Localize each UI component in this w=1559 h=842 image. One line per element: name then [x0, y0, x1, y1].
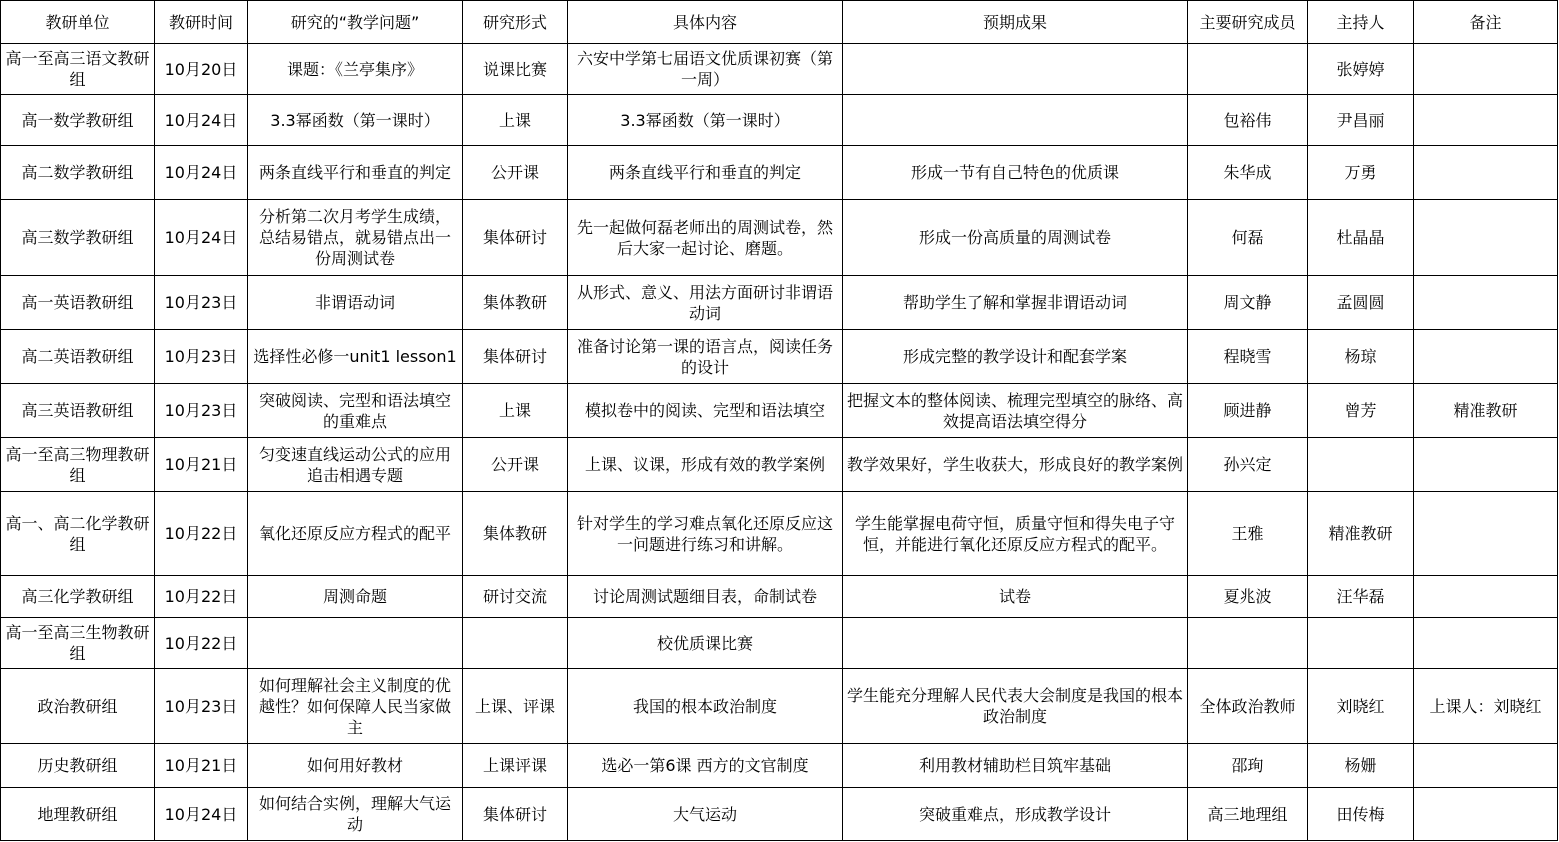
- cell-content: 选必一第6课 西方的文官制度: [568, 744, 843, 788]
- table-row: [1, 384, 1558, 438]
- cell-host: 杨姗: [1308, 744, 1414, 788]
- cell-remark: [1414, 438, 1558, 492]
- cell-form: 说课比赛: [463, 44, 568, 95]
- cell-outcome: 帮助学生了解和掌握非谓语动词: [843, 276, 1188, 330]
- cell-date: 10月22日: [155, 492, 248, 576]
- cell-content: 上课、议课，形成有效的教学案例: [568, 438, 843, 492]
- cell-content: 六安中学第七届语文优质课初赛（第一周）: [568, 44, 843, 95]
- cell-date: 10月22日: [155, 576, 248, 618]
- cell-unit: 政治教研组: [1, 669, 155, 744]
- table-row: [1, 438, 1558, 492]
- cell-form: [463, 618, 568, 669]
- cell-form: 集体研讨: [463, 200, 568, 276]
- cell-content: 3.3幂函数（第一课时）: [568, 95, 843, 146]
- cell-host: 孟圆圆: [1308, 276, 1414, 330]
- cell-remark: [1414, 200, 1558, 276]
- cell-date: 10月20日: [155, 44, 248, 95]
- cell-date: 10月24日: [155, 200, 248, 276]
- cell-problem: 突破阅读、完型和语法填空的重难点: [248, 384, 463, 438]
- cell-remark: [1414, 492, 1558, 576]
- cell-host: 汪华磊: [1308, 576, 1414, 618]
- cell-date: 10月24日: [155, 146, 248, 200]
- cell-outcome: 教学效果好，学生收获大，形成良好的教学案例: [843, 438, 1188, 492]
- cell-members: 高三地理组: [1188, 788, 1308, 841]
- cell-members: [1188, 618, 1308, 669]
- cell-date: 10月22日: [155, 618, 248, 669]
- cell-members: 何磊: [1188, 200, 1308, 276]
- cell-form: 上课: [463, 95, 568, 146]
- table-row: [1, 492, 1558, 576]
- cell-unit: 高三化学教研组: [1, 576, 155, 618]
- cell-unit: 高二英语教研组: [1, 330, 155, 384]
- cell-members: 王雅: [1188, 492, 1308, 576]
- cell-unit: 高三数学教研组: [1, 200, 155, 276]
- header-cell-problem: 研究的“教学问题”: [248, 1, 463, 44]
- cell-form: 上课: [463, 384, 568, 438]
- cell-members: 孙兴定: [1188, 438, 1308, 492]
- cell-members: 朱华成: [1188, 146, 1308, 200]
- cell-outcome: 形成一节有自己特色的优质课: [843, 146, 1188, 200]
- cell-remark: [1414, 146, 1558, 200]
- cell-date: 10月23日: [155, 276, 248, 330]
- cell-unit: 高二数学教研组: [1, 146, 155, 200]
- cell-content: 两条直线平行和垂直的判定: [568, 146, 843, 200]
- table-row: [1, 744, 1558, 788]
- cell-form: 上课评课: [463, 744, 568, 788]
- table-row: [1, 618, 1558, 669]
- cell-content: 准备讨论第一课的语言点，阅读任务的设计: [568, 330, 843, 384]
- cell-problem: 课题：《兰亭集序》: [248, 44, 463, 95]
- cell-remark: [1414, 576, 1558, 618]
- header-cell-members: 主要研究成员: [1188, 1, 1308, 44]
- cell-host: 田传梅: [1308, 788, 1414, 841]
- cell-members: 包裕伟: [1188, 95, 1308, 146]
- cell-members: 夏兆波: [1188, 576, 1308, 618]
- table-row: [1, 44, 1558, 95]
- cell-date: 10月23日: [155, 384, 248, 438]
- cell-remark: [1414, 330, 1558, 384]
- cell-members: 全体政治教师: [1188, 669, 1308, 744]
- cell-unit: 高一数学教研组: [1, 95, 155, 146]
- cell-unit: 高一、高二化学教研组: [1, 492, 155, 576]
- cell-problem: 如何结合实例，理解大气运动: [248, 788, 463, 841]
- table-row: [1, 330, 1558, 384]
- cell-problem: [248, 618, 463, 669]
- cell-form: 集体教研: [463, 492, 568, 576]
- cell-form: 研讨交流: [463, 576, 568, 618]
- table-row: [1, 146, 1558, 200]
- cell-problem: 分析第二次月考学生成绩，总结易错点，就易错点出一份周测试卷: [248, 200, 463, 276]
- cell-outcome: 利用教材辅助栏目筑牢基础: [843, 744, 1188, 788]
- header-cell-host: 主持人: [1308, 1, 1414, 44]
- table-row: [1, 669, 1558, 744]
- cell-host: [1308, 618, 1414, 669]
- cell-members: 程晓雪: [1188, 330, 1308, 384]
- table-body: [1, 1, 1558, 841]
- cell-unit: 高一至高三生物教研组: [1, 618, 155, 669]
- cell-remark: [1414, 276, 1558, 330]
- header-cell-date: 教研时间: [155, 1, 248, 44]
- cell-outcome: 学生能充分理解人民代表大会制度是我国的根本政治制度: [843, 669, 1188, 744]
- header-cell-content: 具体内容: [568, 1, 843, 44]
- header-cell-remark: 备注: [1414, 1, 1558, 44]
- cell-outcome: 试卷: [843, 576, 1188, 618]
- cell-unit: 高一英语教研组: [1, 276, 155, 330]
- cell-content: 我国的根本政治制度: [568, 669, 843, 744]
- table-row: [1, 576, 1558, 618]
- cell-host: 曾芳: [1308, 384, 1414, 438]
- cell-problem: 两条直线平行和垂直的判定: [248, 146, 463, 200]
- cell-remark: [1414, 618, 1558, 669]
- cell-problem: 如何理解社会主义制度的优越性？如何保障人民当家做主: [248, 669, 463, 744]
- cell-content: 讨论周测试题细目表，命制试卷: [568, 576, 843, 618]
- cell-date: 10月24日: [155, 788, 248, 841]
- cell-form: 公开课: [463, 146, 568, 200]
- cell-problem: 如何用好教材: [248, 744, 463, 788]
- header-cell-unit: 教研单位: [1, 1, 155, 44]
- table-row: [1, 788, 1558, 841]
- cell-outcome: 学生能掌握电荷守恒，质量守恒和得失电子守恒，并能进行氧化还原反应方程式的配平。: [843, 492, 1188, 576]
- cell-remark: [1414, 744, 1558, 788]
- cell-members: 邵珣: [1188, 744, 1308, 788]
- cell-outcome: 突破重难点，形成教学设计: [843, 788, 1188, 841]
- cell-form: 集体教研: [463, 276, 568, 330]
- cell-host: 张婷婷: [1308, 44, 1414, 95]
- cell-host: [1308, 438, 1414, 492]
- cell-unit: 历史教研组: [1, 744, 155, 788]
- cell-content: 模拟卷中的阅读、完型和语法填空: [568, 384, 843, 438]
- cell-form: 上课、评课: [463, 669, 568, 744]
- cell-problem: 选择性必修一unit1 lesson1: [248, 330, 463, 384]
- cell-problem: 匀变速直线运动公式的应用 追击相遇专题: [248, 438, 463, 492]
- cell-date: 10月21日: [155, 744, 248, 788]
- cell-form: 集体研讨: [463, 788, 568, 841]
- cell-unit: 高一至高三物理教研组: [1, 438, 155, 492]
- table-row: [1, 276, 1558, 330]
- cell-problem: 非谓语动词: [248, 276, 463, 330]
- header-cell-form: 研究形式: [463, 1, 568, 44]
- cell-members: 周文静: [1188, 276, 1308, 330]
- cell-outcome: [843, 44, 1188, 95]
- cell-host: 刘晓红: [1308, 669, 1414, 744]
- cell-form: 公开课: [463, 438, 568, 492]
- cell-remark: 精准教研: [1414, 384, 1558, 438]
- cell-unit: 地理教研组: [1, 788, 155, 841]
- cell-date: 10月23日: [155, 669, 248, 744]
- cell-host: 尹昌丽: [1308, 95, 1414, 146]
- cell-unit: 高一至高三语文教研组: [1, 44, 155, 95]
- cell-members: [1188, 44, 1308, 95]
- cell-remark: [1414, 44, 1558, 95]
- cell-outcome: [843, 618, 1188, 669]
- cell-date: 10月21日: [155, 438, 248, 492]
- cell-content: 校优质课比赛: [568, 618, 843, 669]
- cell-remark: [1414, 788, 1558, 841]
- cell-date: 10月24日: [155, 95, 248, 146]
- cell-host: 杜晶晶: [1308, 200, 1414, 276]
- cell-content: 先一起做何磊老师出的周测试卷，然后大家一起讨论、磨题。: [568, 200, 843, 276]
- cell-unit: 高三英语教研组: [1, 384, 155, 438]
- cell-outcome: 形成完整的教学设计和配套学案: [843, 330, 1188, 384]
- header-row: [1, 1, 1558, 44]
- cell-problem: 周测命题: [248, 576, 463, 618]
- cell-outcome: [843, 95, 1188, 146]
- cell-outcome: 形成一份高质量的周测试卷: [843, 200, 1188, 276]
- cell-content: 从形式、意义、用法方面研讨非谓语动词: [568, 276, 843, 330]
- cell-form: 集体研讨: [463, 330, 568, 384]
- cell-outcome: 把握文本的整体阅读、梳理完型填空的脉络、高效提高语法填空得分: [843, 384, 1188, 438]
- cell-remark: [1414, 95, 1558, 146]
- cell-content: 针对学生的学习难点氧化还原反应这一问题进行练习和讲解。: [568, 492, 843, 576]
- cell-members: 顾进静: [1188, 384, 1308, 438]
- cell-host: 万勇: [1308, 146, 1414, 200]
- cell-problem: 氧化还原反应方程式的配平: [248, 492, 463, 576]
- cell-content: 大气运动: [568, 788, 843, 841]
- cell-remark: 上课人：刘晓红: [1414, 669, 1558, 744]
- table-row: [1, 95, 1558, 146]
- cell-host: 杨琼: [1308, 330, 1414, 384]
- cell-host: 精准教研: [1308, 492, 1414, 576]
- header-cell-outcome: 预期成果: [843, 1, 1188, 44]
- table-row: [1, 200, 1558, 276]
- cell-problem: 3.3幂函数（第一课时）: [248, 95, 463, 146]
- cell-date: 10月23日: [155, 330, 248, 384]
